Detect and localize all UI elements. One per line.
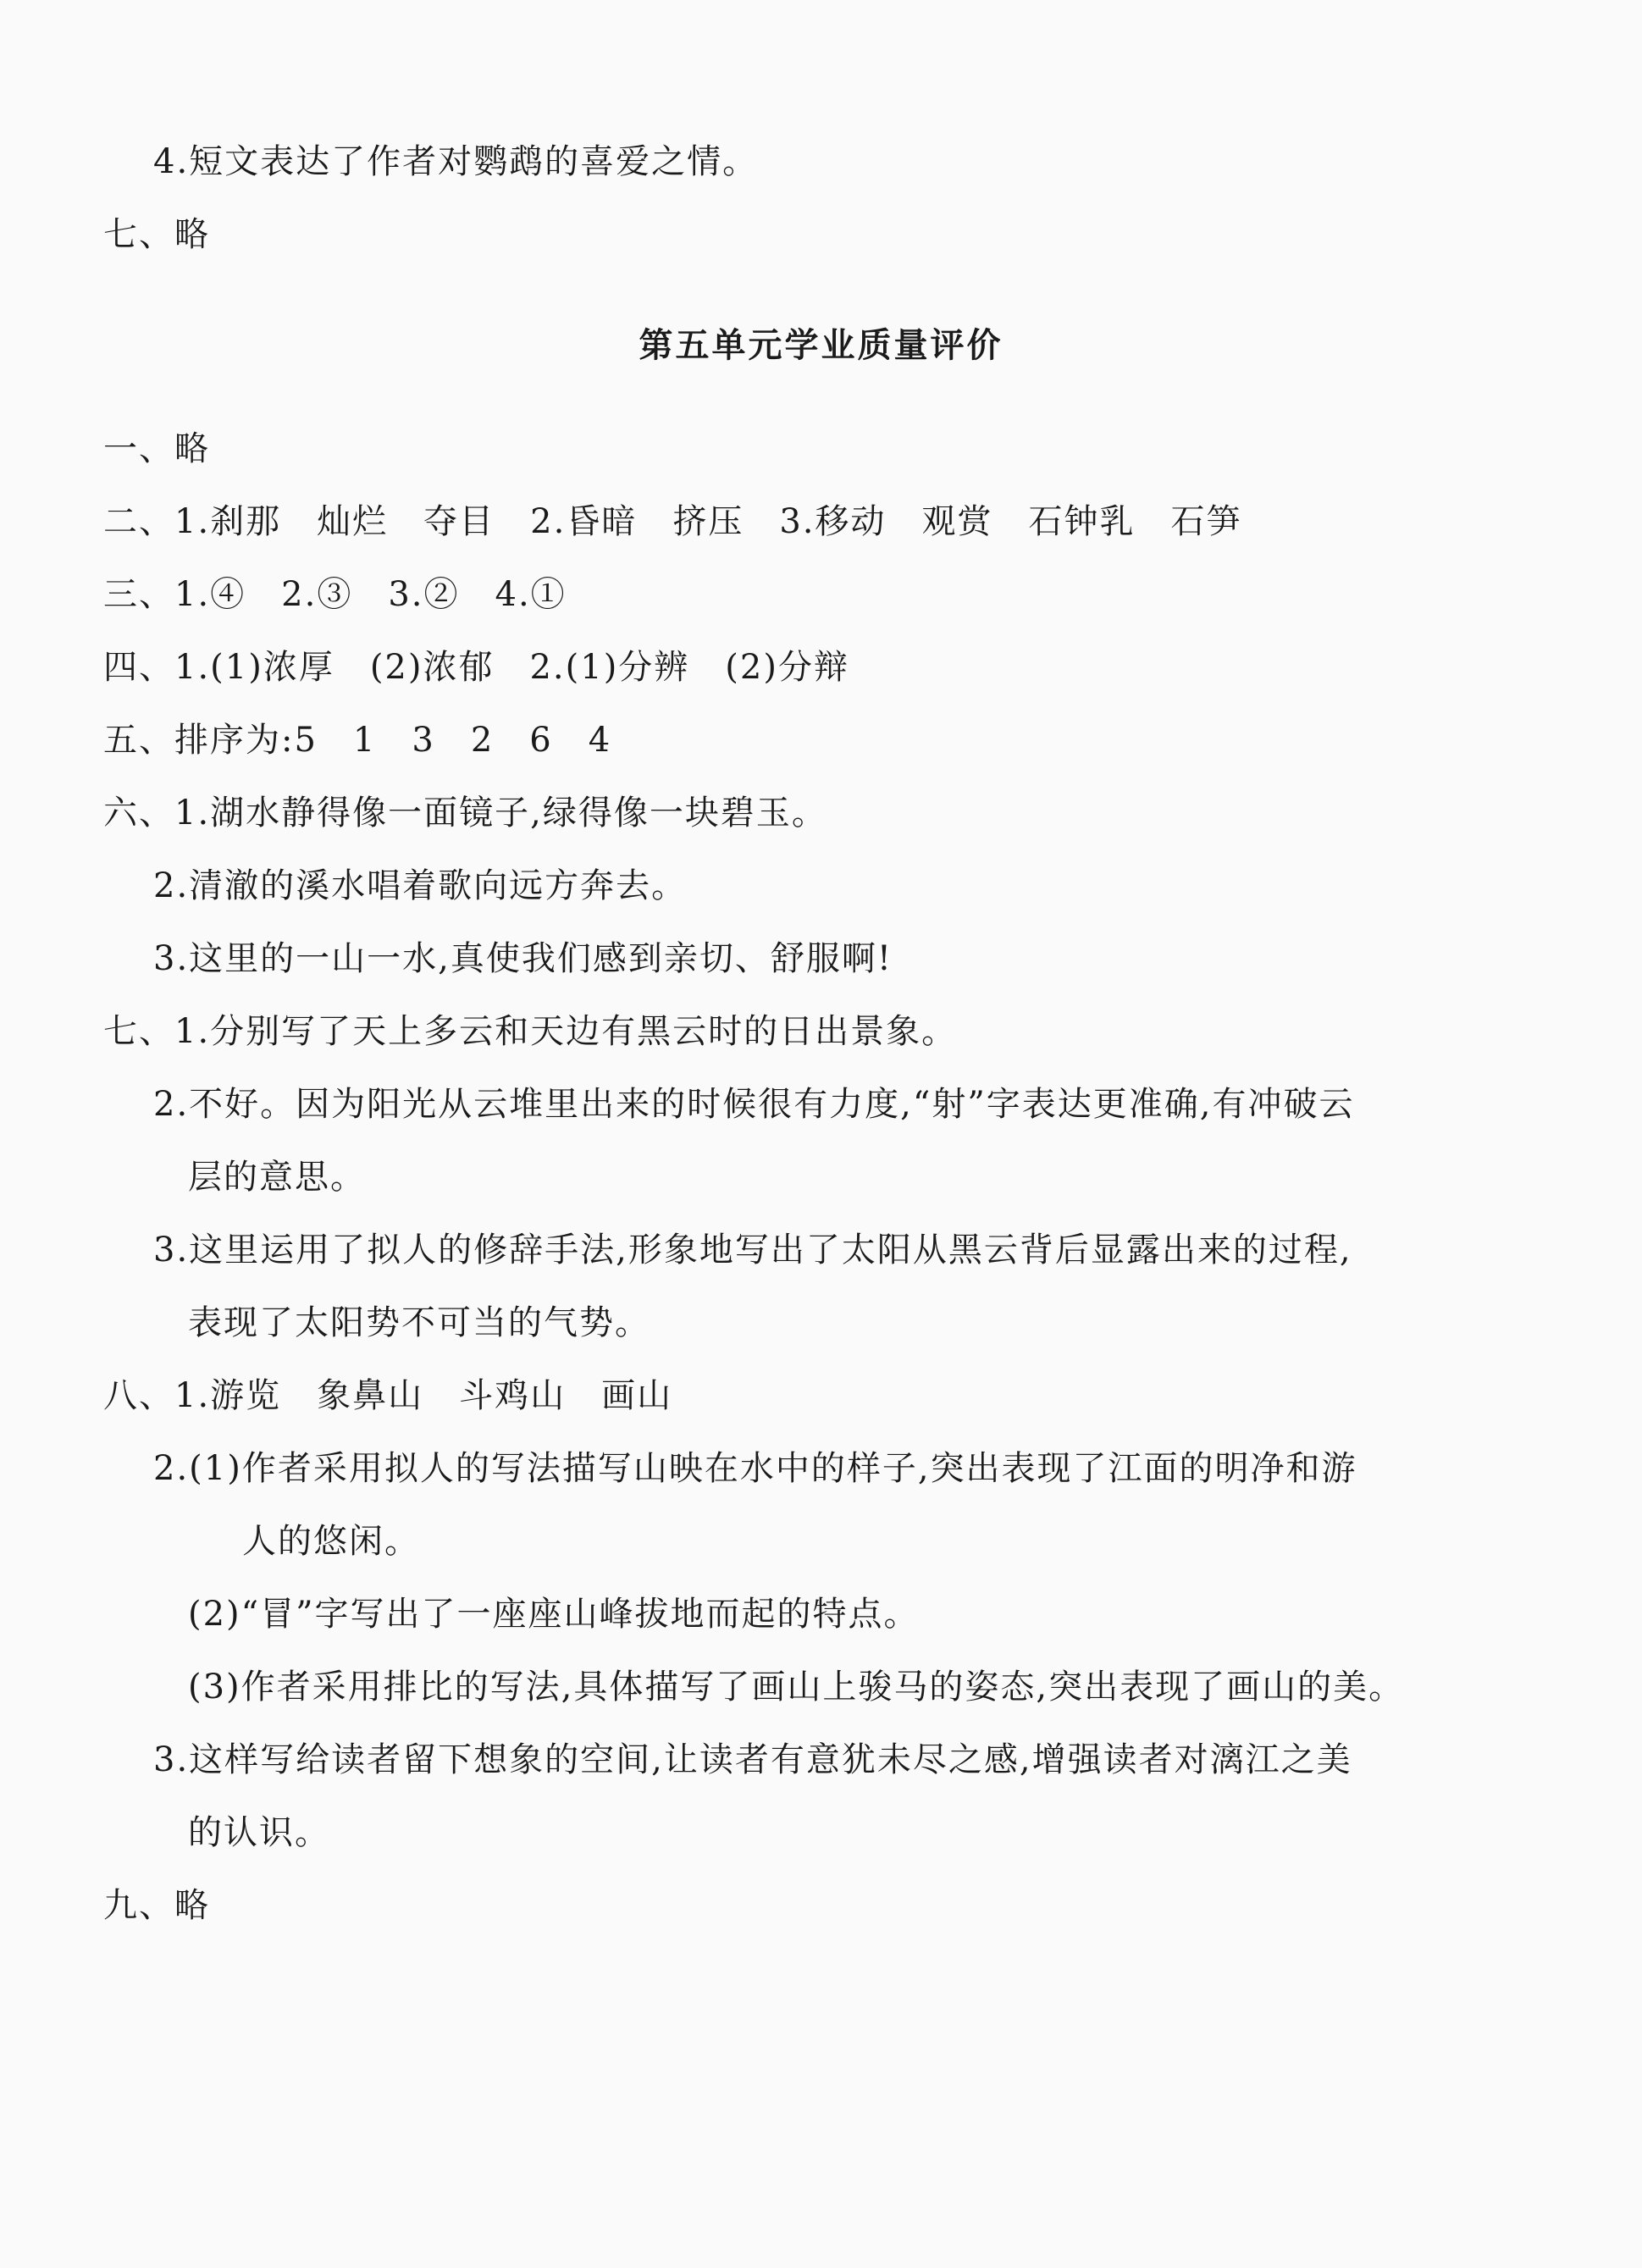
answer-line-8-3: 3.这样写给读者留下想象的空间,让读者有意犹未尽之感,增强读者对漓江之美 [153,1740,1352,1779]
answer-line-prev-6-4: 4.短文表达了作者对鹦鹉的喜爱之情。 [153,142,759,181]
answer-line-6-3: 3.这里的一山一水,真使我们感到亲切、舒服啊! [153,939,893,978]
answer-line-6-1: 六、1.湖水静得像一面镜子,绿得像一块碧玉。 [103,794,827,833]
answer-line-9: 九、略 [103,1886,210,1925]
answer-line-prev-7: 七、略 [103,215,210,254]
answer-line-3: 三、1.④ 2.③ 3.② 4.① [103,575,567,614]
section-title: 第五单元学业质量评价 [639,326,1003,365]
answer-line-8-2-1: 2.(1)作者采用拟人的写法描写山映在水中的样子,突出表现了江面的明净和游 [153,1449,1357,1488]
answer-line-5: 五、排序为:5 1 3 2 6 4 [103,721,612,760]
answer-line-7-2-cont: 层的意思。 [188,1158,366,1197]
answer-line-1: 一、略 [103,429,210,468]
answer-line-2: 二、1.刹那 灿烂 夺目 2.昏暗 挤压 3.移动 观赏 石钟乳 石笋 [103,502,1242,541]
answer-line-4: 四、1.(1)浓厚 (2)浓郁 2.(1)分辨 (2)分辩 [103,648,849,687]
answer-line-8-2-1-cont: 人的悠闲。 [242,1522,420,1561]
answer-line-7-1: 七、1.分别写了天上多云和天边有黑云时的日出景象。 [103,1012,958,1051]
answer-line-8-2-2: (2)“冒”字写出了一座座山峰拔地而起的特点。 [188,1595,920,1634]
answer-line-8-3-cont: 的认识。 [188,1813,330,1852]
answer-line-7-3-cont: 表现了太阳势不可当的气势。 [188,1303,650,1342]
answer-line-7-3: 3.这里运用了拟人的修辞手法,形象地写出了太阳从黑云背后显露出来的过程, [153,1231,1352,1270]
answer-line-8-1: 八、1.游览 象鼻山 斗鸡山 画山 [103,1376,673,1415]
answer-line-8-2-3: (3)作者采用排比的写法,具体描写了画山上骏马的姿态,突出表现了画山的美。 [188,1668,1405,1707]
answer-line-6-2: 2.清澈的溪水唱着歌向远方奔去。 [153,866,688,905]
answer-line-7-2: 2.不好。因为阳光从云堆里出来的时候很有力度,“射”字表达更准确,有冲破云 [153,1085,1355,1124]
